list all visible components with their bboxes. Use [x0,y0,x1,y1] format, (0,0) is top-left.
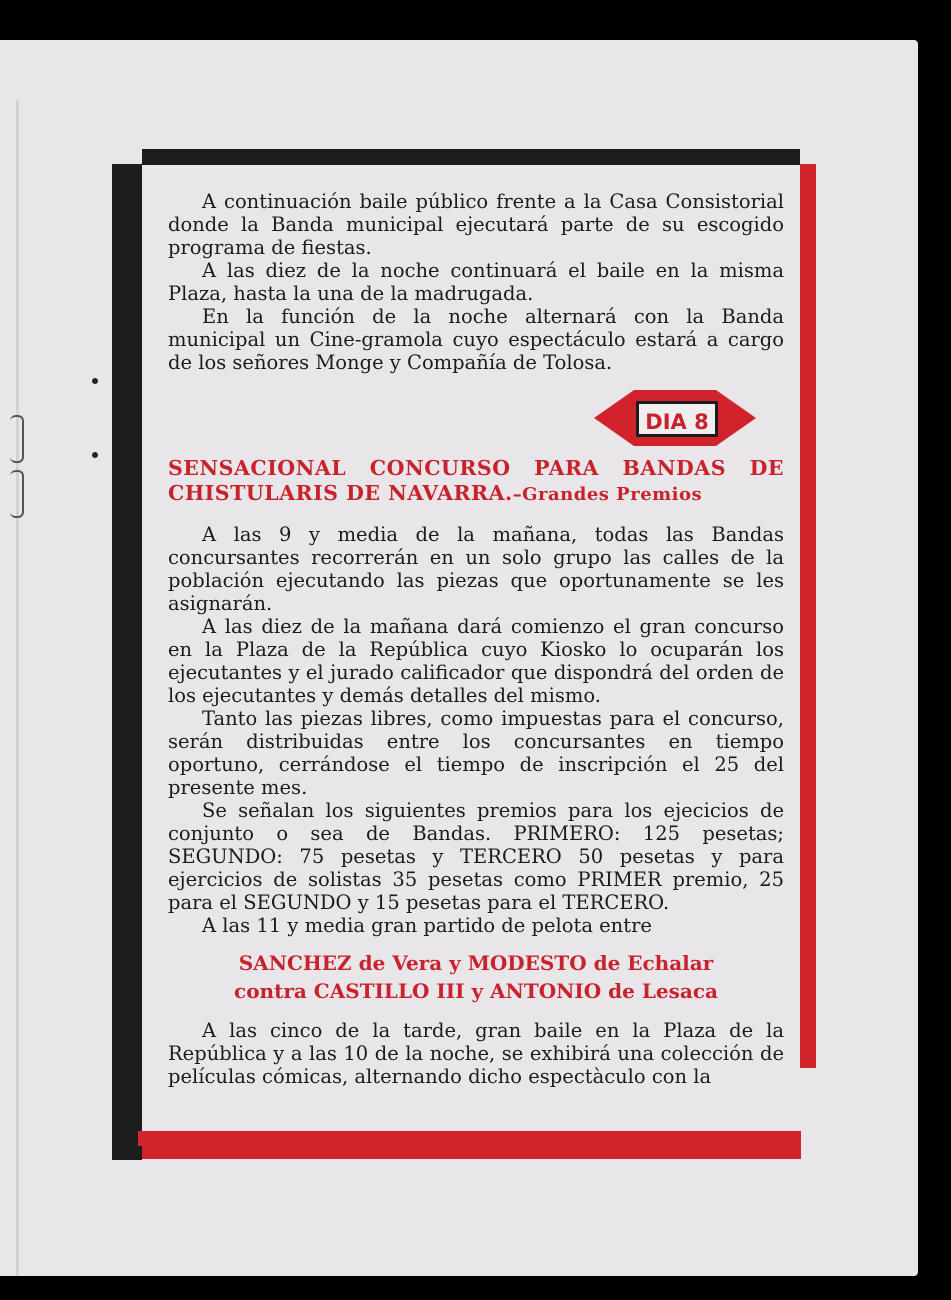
day-badge [594,390,756,446]
paragraph: A las cinco de la tarde, gran baile en la Plaza de la República y a las 10 de la noche, se exhibirá una colección de películas cómicas, alternando dicho espectàculo con la [168,1019,784,1088]
paragraph: A continuación baile público frente a la Casa Consistorial donde la Banda municipal ejecutará parte de su escogido programa de fiestas. [168,190,784,259]
paragraph: A las 9 y media de la mañana, todas las Bandas concursantes recorrerán en un solo grupo las calles de la población ejecutando las piezas que oportunamente se les asignarán. [168,523,784,615]
punch-hole-dot [92,452,98,458]
headline-sub: –Grandes Premios [512,484,703,505]
headline-main: SENSACIONAL CONCURSO PARA BANDAS DE CHISTULARIS DE NAVARRA. [168,456,784,505]
paragraph: A las diez de la noche continuará el baile en la misma Plaza, hasta la una de la madrugada. [168,259,784,305]
paragraph: A las diez de la mañana dará comienzo el gran concurso en la Plaza de la República cuyo Kiosko lo ocuparán los ejecutantes y el jurado calificador que dispondrá del orden de los ejecutantes y demás detalles del mismo. [168,615,784,707]
paragraph: A las 11 y media gran partido de pelota entre [202,914,652,937]
staple-top [10,415,24,463]
staple-bottom [10,470,24,518]
match-line-2: contra CASTILLO III y ANTONIO de Lesaca [234,979,718,1003]
frame-corner-mark [112,1146,142,1160]
paragraph: Tanto las piezas libres, como impuestas para el concurso, serán distribuidas entre los concursantes en tiempo oportuno, cerrándose el tiempo de inscripción el 25 del presente mes. [168,707,784,799]
frame-right-bar [800,164,816,1068]
frame-left-bar [112,164,142,1146]
frame-top-bar [142,149,800,165]
day-badge-row [168,386,784,448]
frame-bottom-bar [138,1131,801,1159]
match-line-1: SANCHEZ de Vera y MODESTO de Echalar [238,951,714,975]
paragraph: En la función de la noche alternará con la Banda municipal un Cine-gramola cuyo espectáculo estará a cargo de los señores Monge y Compañía de Tolosa. [168,305,784,374]
punch-hole-dot [92,378,98,384]
day-label: DIA 8 [636,401,718,437]
paragraph: Se señalan los siguientes premios para los ejecicios de conjunto o sea de Bandas. PRIMERO: 125 pesetas; SEGUNDO: 75 pesetas y TERCERO 50 pesetas y para ejercicios de solistas 35 pesetas como PRIMER premio, 25 para el SEGUNDO y 15 pesetas para el TERCERO. [168,799,784,914]
section-headline [168,456,784,507]
pelota-match [168,949,784,1005]
program-text [168,190,784,1088]
page-crease [16,100,19,1276]
